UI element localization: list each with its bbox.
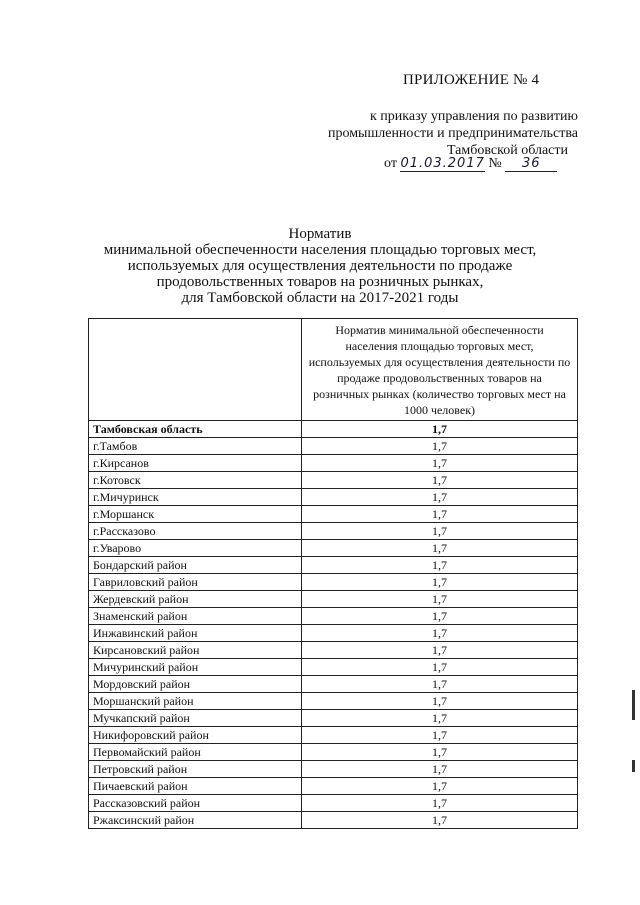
norm-value-cell: 1,7 — [302, 625, 578, 642]
territory-name-cell: Знаменский район — [89, 608, 302, 625]
territory-name-cell: Рассказовский район — [89, 795, 302, 812]
territory-name-cell: Гавриловский район — [89, 574, 302, 591]
table-row — [89, 693, 578, 710]
handwritten-date: 01.03.2017 — [400, 156, 485, 171]
table-row — [89, 676, 578, 693]
heading-line-4: продовольственных товаров на розничных рынках, — [156, 274, 484, 290]
table-row — [89, 812, 578, 829]
table-row — [89, 574, 578, 591]
table-row — [89, 557, 578, 574]
order-line-1: к приказу управления по развитию — [370, 109, 578, 124]
norm-table — [88, 318, 578, 829]
heading-line-5: для Тамбовской области на 2017-2021 годы — [181, 290, 459, 306]
norm-value-cell: 1,7 — [302, 540, 578, 557]
territory-name-cell: Жердевский район — [89, 591, 302, 608]
scan-edge-mark — [632, 760, 635, 772]
norm-value-cell: 1,7 — [302, 608, 578, 625]
territory-name-cell: г.Рассказово — [89, 523, 302, 540]
date-prefix: от — [384, 156, 397, 171]
order-line-2: промышленности и предпринимательства — [327, 126, 578, 141]
territory-name-cell: Мичуринский район — [89, 659, 302, 676]
table-row — [89, 625, 578, 642]
heading-line-2: минимальной обеспеченности населения площадью торговых мест, — [103, 242, 537, 258]
table-row — [89, 523, 578, 540]
table-row — [89, 421, 578, 438]
table-row — [89, 608, 578, 625]
table-row — [89, 472, 578, 489]
header-cell-left — [89, 319, 302, 421]
territory-name-cell: г.Мичуринск — [89, 489, 302, 506]
norm-value-cell: 1,7 — [302, 591, 578, 608]
order-date-number-line — [384, 156, 557, 172]
table-row — [89, 506, 578, 523]
order-line-3: Тамбовской области — [446, 143, 568, 158]
norm-value-cell: 1,7 — [302, 438, 578, 455]
norm-value-cell: 1,7 — [302, 727, 578, 744]
order-reference — [278, 108, 578, 159]
territory-name-cell: Бондарский район — [89, 557, 302, 574]
table-header-row — [89, 319, 578, 421]
territory-name-cell: Петровский район — [89, 761, 302, 778]
table-row — [89, 455, 578, 472]
norm-value-cell: 1,7 — [302, 761, 578, 778]
table-row — [89, 540, 578, 557]
norm-value-cell: 1,7 — [302, 693, 578, 710]
territory-name-cell: г.Кирсанов — [89, 455, 302, 472]
appendix-title: ПРИЛОЖЕНИЕ № 4 — [403, 72, 540, 88]
heading-line-3: используемых для осуществления деятельности по продаже — [127, 258, 513, 274]
territory-name-cell: Мучкапский район — [89, 710, 302, 727]
norm-value-cell: 1,7 — [302, 778, 578, 795]
territory-name-cell: г.Моршанск — [89, 506, 302, 523]
norm-value-cell: 1,7 — [302, 795, 578, 812]
document-heading — [80, 226, 560, 306]
heading-line-1: Норматив — [288, 226, 352, 242]
table-row — [89, 659, 578, 676]
table-row — [89, 591, 578, 608]
norm-value-cell: 1,7 — [302, 421, 578, 438]
territory-name-cell: Инжавинский район — [89, 625, 302, 642]
norm-value-cell: 1,7 — [302, 489, 578, 506]
norm-value-cell: 1,7 — [302, 523, 578, 540]
table-row — [89, 778, 578, 795]
norm-value-cell: 1,7 — [302, 744, 578, 761]
territory-name-cell: Мордовский район — [89, 676, 302, 693]
territory-name-cell: Тамбовская область — [89, 421, 302, 438]
table-row — [89, 710, 578, 727]
norm-value-cell: 1,7 — [302, 659, 578, 676]
norm-value-cell: 1,7 — [302, 455, 578, 472]
table-row — [89, 489, 578, 506]
territory-name-cell: г.Котовск — [89, 472, 302, 489]
norm-value-cell: 1,7 — [302, 506, 578, 523]
table-row — [89, 761, 578, 778]
table-row — [89, 795, 578, 812]
number-prefix: № — [488, 156, 502, 171]
header-cell-right: Норматив минимальной обеспеченности населения площадью торговых мест, используемых для осуществления деятельности по продаже продовольственных товаров на розничных рынках (количество торговых мест на 1000 человек) — [302, 319, 578, 421]
table-row — [89, 438, 578, 455]
scan-edge-mark — [632, 690, 635, 720]
territory-name-cell: Кирсановский район — [89, 642, 302, 659]
territory-name-cell: Пичаевский район — [89, 778, 302, 795]
norm-value-cell: 1,7 — [302, 557, 578, 574]
table-row — [89, 727, 578, 744]
norm-value-cell: 1,7 — [302, 642, 578, 659]
norm-value-cell: 1,7 — [302, 574, 578, 591]
territory-name-cell: Первомайский район — [89, 744, 302, 761]
norm-value-cell: 1,7 — [302, 710, 578, 727]
territory-name-cell: г.Уварово — [89, 540, 302, 557]
handwritten-number: 36 — [505, 156, 557, 172]
table-row — [89, 642, 578, 659]
territory-name-cell: Моршанский район — [89, 693, 302, 710]
norm-value-cell: 1,7 — [302, 472, 578, 489]
table-row — [89, 744, 578, 761]
territory-name-cell: Никифоровский район — [89, 727, 302, 744]
territory-name-cell: Ржаксинский район — [89, 812, 302, 829]
territory-name-cell: г.Тамбов — [89, 438, 302, 455]
norm-value-cell: 1,7 — [302, 676, 578, 693]
norm-value-cell: 1,7 — [302, 812, 578, 829]
